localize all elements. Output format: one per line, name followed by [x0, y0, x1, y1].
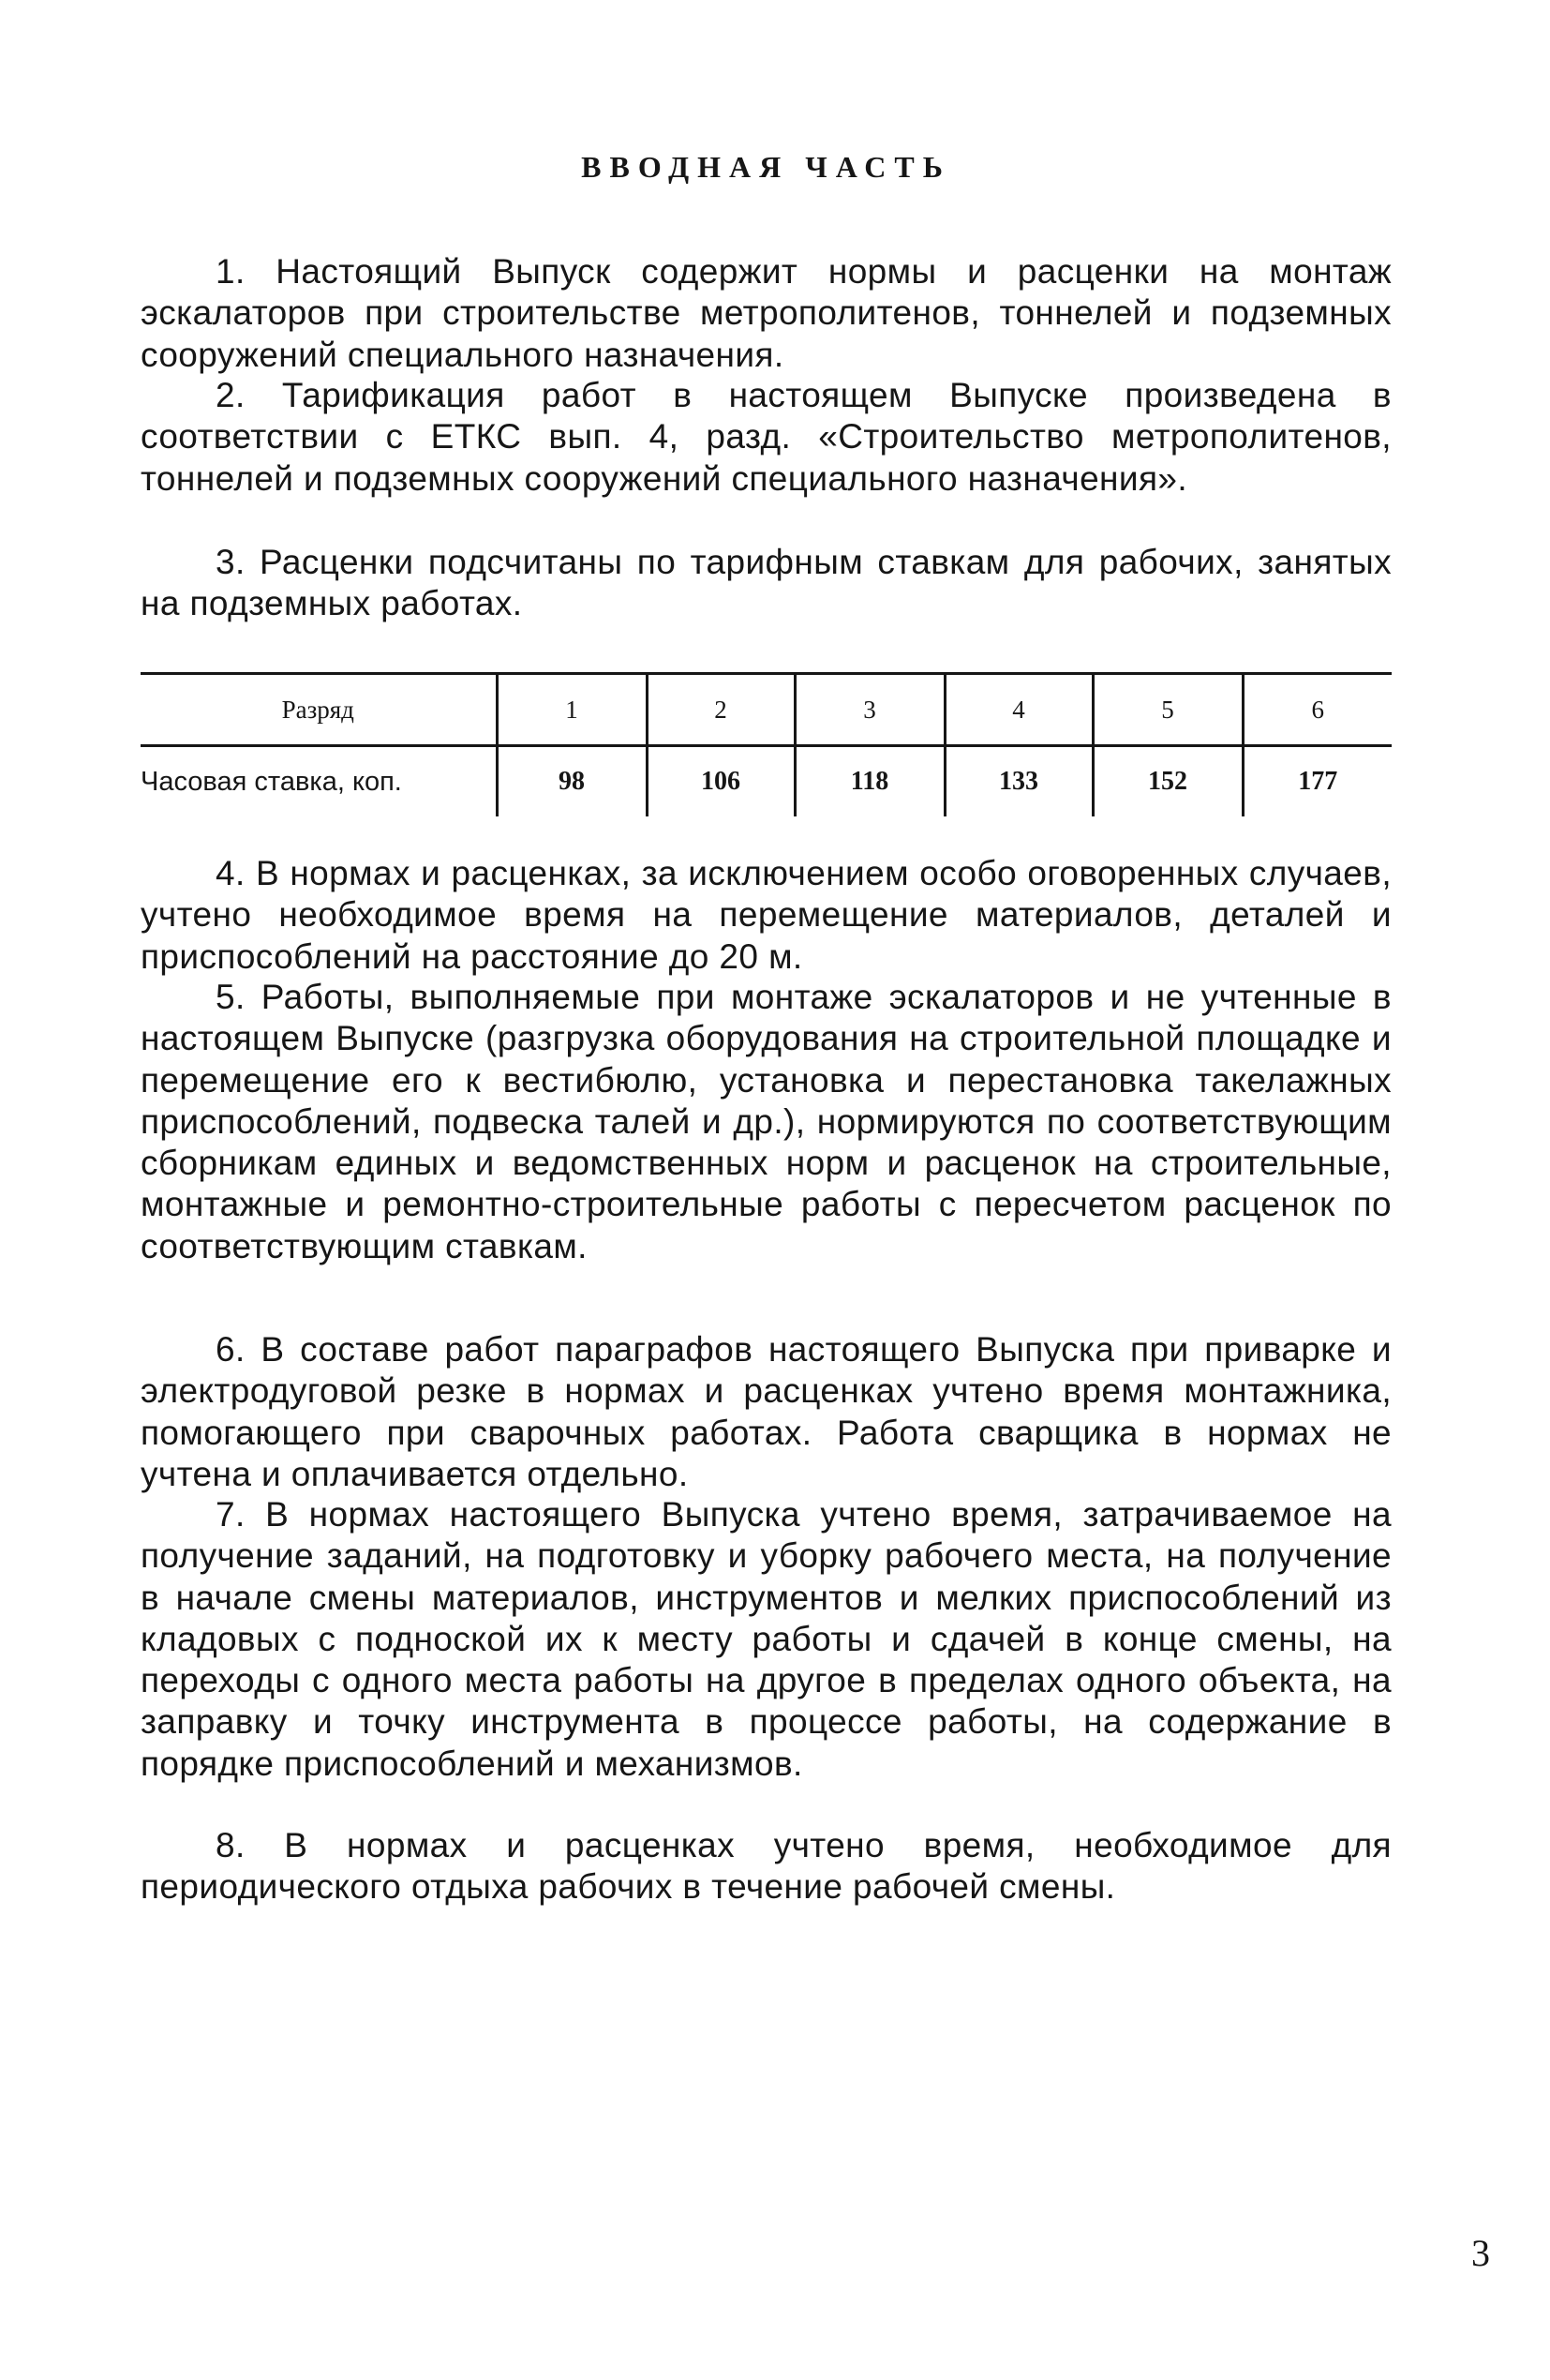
table-header-label: Разряд: [141, 674, 497, 746]
rate-cell: 177: [1243, 746, 1392, 817]
paragraph-3: 3. Расценки подсчитаны по тарифным ставкам для рабочих, занятых на подземных работах.: [141, 543, 1392, 623]
table-row-label: Часовая ставка, коп.: [141, 766, 402, 797]
paragraph-1: 1. Настоящий Выпуск содержит нормы и расценки на монтаж эскалаторов при строительстве метрополитенов, тоннелей и подземных сооружений специального назначения.: [141, 252, 1392, 374]
paragraph-8: 8. В нормах и расценках учтено время, необходимое для периодического отдыха рабочих в течение рабочей смены.: [141, 1826, 1392, 1907]
table-header-row: [141, 674, 1392, 746]
rate-cell: 106: [647, 746, 795, 817]
rate-cell: 98: [497, 746, 647, 817]
grade-cell: 2: [647, 674, 795, 746]
hourly-rate-table: [141, 672, 1392, 816]
grade-cell: 4: [945, 674, 1093, 746]
table-row: [141, 746, 1392, 817]
grade-cell: 3: [795, 674, 945, 746]
paragraph-4: 4. В нормах и расценках, за исключением особо оговоренных случаев, учтено необходимое время на перемещение материалов, деталей и приспособлений на расстояние до 20 м.: [141, 854, 1392, 976]
document-page: [141, 141, 1490, 2315]
grade-cell: 5: [1093, 674, 1243, 746]
paragraph-6: 6. В составе работ параграфов настоящего Выпуска при приварке и электродуговой резке в нормах и расценках учтено время монтажника, помогающего при сварочных работах. Работа сварщика в нормах не учтена и оплачивается отдельно.: [141, 1330, 1392, 1493]
page-number: 3: [1471, 2232, 1490, 2274]
rate-cell: 118: [795, 746, 945, 817]
rate-cell: 133: [945, 746, 1093, 817]
paragraph-5: 5. Работы, выполняемые при монтаже эскалаторов и не учтенные в настоящем Выпуске (разгрузка оборудования на строительной площадке и перемещение его к вестибюлю, установка и перестановка такелажных приспособлений, подвеска талей и др.), нормируются по соответствующим сборникам единых и ведомственных норм и расценок на строительные, монтажные и ремонтно-строительные работы с пересчетом расценок по соответствующим ставкам.: [141, 978, 1392, 1265]
grade-cell: 1: [497, 674, 647, 746]
section-title: ВВОДНАЯ ЧАСТЬ: [581, 150, 951, 184]
grade-cell: 6: [1243, 674, 1392, 746]
paragraph-7: 7. В нормах настоящего Выпуска учтено время, затрачиваемое на получение заданий, на подготовку и уборку рабочего места, на получение в начале смены материалов, инструментов и мелких приспособлений из кладовых с подноской их к месту работы и сдачей в конце смены, на переходы с одного места работы на другое в пределах одного объекта, на заправку и точку инструмента в процессе работы, на содержание в порядке приспособлений и механизмов.: [141, 1495, 1392, 1783]
paragraph-2: 2. Тарификация работ в настоящем Выпуске произведена в соответствии с ЕТКС вып. 4, разд. «Строительство метрополитенов, тоннелей и подземных сооружений специального назначения».: [141, 376, 1392, 498]
rate-cell: 152: [1093, 746, 1243, 817]
